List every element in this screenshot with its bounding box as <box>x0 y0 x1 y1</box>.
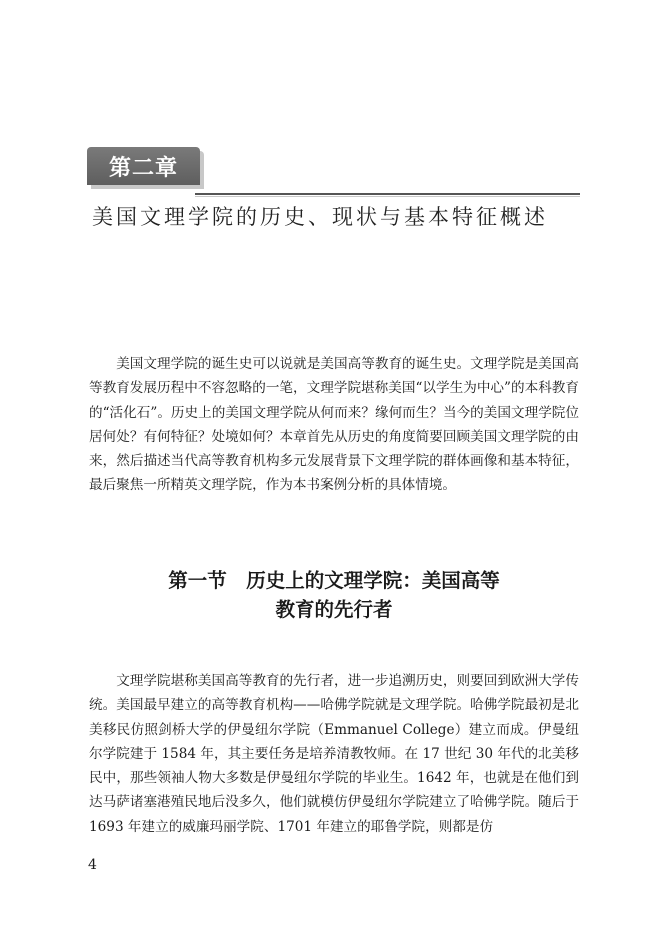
chapter-label: 第二章 <box>87 147 200 185</box>
section-title-line-2: 教育的先行者 <box>275 598 393 621</box>
section-title <box>89 566 579 624</box>
section-title-line-1: 第一节 历史上的文理学院：美国高等 <box>168 569 500 592</box>
chapter-title: 美国文理学院的历史、现状与基本特征概述 <box>92 205 548 229</box>
chapter-rule-shadow <box>195 196 580 197</box>
page-number: 4 <box>88 857 97 873</box>
chapter-rule <box>195 193 580 195</box>
body-paragraph: 文理学院堪称美国高等教育的先行者，进一步追溯历史，则要回到欧洲大学传统。美国最早建立的高等教育机构——哈佛学院就是文理学院。哈佛学院最初是北美移民仿照剑桥大学的伊曼纽尔学院（Emmanuel College）建立而成。伊曼纽尔学院建于 1584 年，其主要任务是培养清教牧师。在 17 世纪 30 年代的北美移民中，那些领袖人物大多数是伊曼纽尔学院的毕业生。1642 年，也就是在他们到达马萨诸塞港殖民地后没多久，他们就模仿伊曼纽尔学院建立了哈佛学院。随后于 1693 年建立的威廉玛丽学院、1701 年建立的耶鲁学院，则都是仿 <box>89 673 579 835</box>
intro-paragraph: 美国文理学院的诞生史可以说就是美国高等教育的诞生史。文理学院是美国高等教育发展历程中不容忽略的一笔，文理学院堪称美国“以学生为中心”的本科教育的“活化石”。历史上的美国文理学院从何而来？缘何而生？当今的美国文理学院位居何处？有何特征？处境如何？本章首先从历史的角度简要回顾美国文理学院的由来，然后描述当代高等教育机构多元发展背景下文理学院的群体画像和基本特征，最后聚焦一所精英文理学院，作为本书案例分析的具体情境。 <box>89 356 579 494</box>
